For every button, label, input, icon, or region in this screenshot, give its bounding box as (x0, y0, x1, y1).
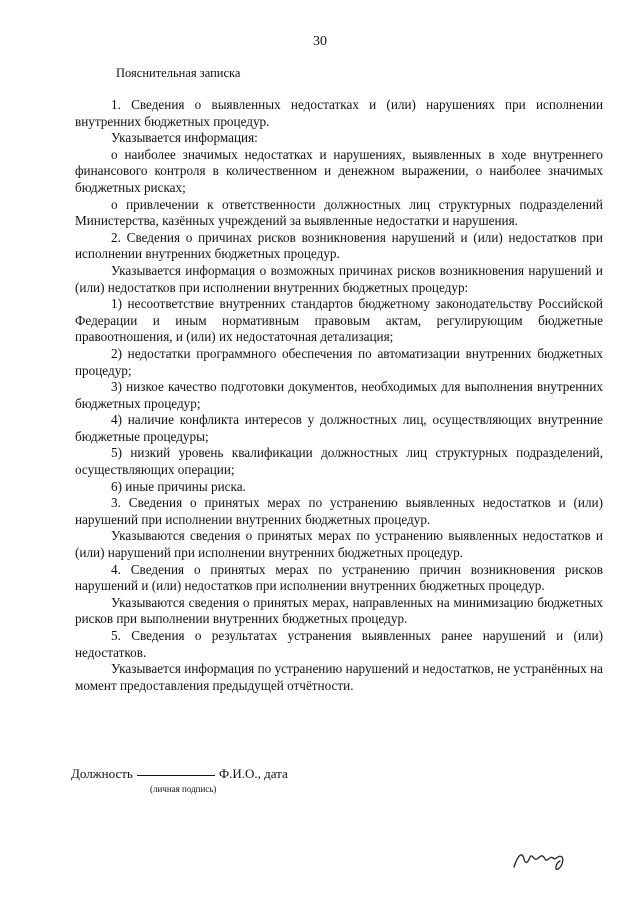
signature-line (137, 775, 215, 776)
paragraph: о привлечении к ответственности должностных лиц структурных подразделений Министерства, казённых учреждений за выявленные недостатки и нарушения. (75, 196, 603, 229)
paragraph: Указываются сведения о принятых мерах по устранению выявленных недостатков и (или) нарушений при исполнении внутренних бюджетных процедур. (75, 528, 603, 561)
signature-block (71, 766, 288, 782)
paragraph: 2. Сведения о причинах рисков возникновения нарушений и (или) недостатков при исполнении внутренних бюджетных процедур. (75, 229, 603, 262)
paragraph: 1. Сведения о выявленных недостатках и (или) нарушениях при исполнении внутренних бюджетных процедур. (75, 97, 603, 129)
paragraph: Указывается информация по устранению нарушений и недостатков, не устранённых на момент предоставления предыдущей отчётности. (75, 661, 603, 693)
paragraph: о наиболее значимых недостатках и нарушениях, выявленных в ходе внутреннего финансового контроля в количественном и денежном выражении, о наиболее значимых бюджетных рисках; (75, 146, 603, 195)
position-label: Должность (71, 766, 133, 781)
paragraph: 3) низкое качество подготовки документов, необходимых для выполнения внутренних бюджетных процедур; (75, 379, 603, 411)
paragraph: 4. Сведения о принятых мерах по устранению причин возникновения рисков нарушений и (или) недостатков при исполнении внутренних бюджетных процедур. (75, 561, 603, 594)
paragraph: 6) иные причины риска. (111, 478, 246, 494)
name-date-label: Ф.И.О., дата (218, 766, 288, 781)
paragraph: Указываются сведения о принятых мерах, направленных на минимизацию бюджетных рисков при выполнении внутренних бюджетных процедур. (75, 594, 603, 627)
paragraph: 5) низкий уровень квалификации должностных лиц структурных подразделений, осуществляющих операции; (75, 445, 603, 478)
document-title: Пояснительная записка (116, 66, 241, 80)
paragraph: 2) недостатки программного обеспечения по автоматизации внутренних бюджетных процедур; (75, 345, 603, 378)
paragraph: 3. Сведения о принятых мерах по устранению выявленных недостатков и (или) нарушений при исполнении внутренних бюджетных процедур. (75, 495, 603, 527)
page-number: 30 (313, 34, 327, 49)
paragraph: Указывается информация о возможных причинах рисков возникновения нарушений и (или) недостатков при исполнении внутренних бюджетных процедур: (75, 262, 603, 295)
handwritten-initials-icon (512, 845, 568, 873)
paragraph: 1) несоответствие внутренних стандартов бюджетному законодательству Российской Федерации и иным нормативным правовым актам, регулирующим бюджетные правоотношения, и (или) их недостаточная детализация; (75, 296, 603, 345)
paragraph: 5. Сведения о результатах устранения выявленных ранее нарушений и (или) недостатков. (75, 628, 603, 660)
signature-note: (личная подпись) (150, 784, 217, 794)
paragraph: 4) наличие конфликта интересов у должностных лиц, осуществляющих внутренние бюджетные процедуры; (75, 412, 603, 444)
document-body (75, 97, 603, 694)
paragraph: Указывается информация: (111, 130, 258, 146)
